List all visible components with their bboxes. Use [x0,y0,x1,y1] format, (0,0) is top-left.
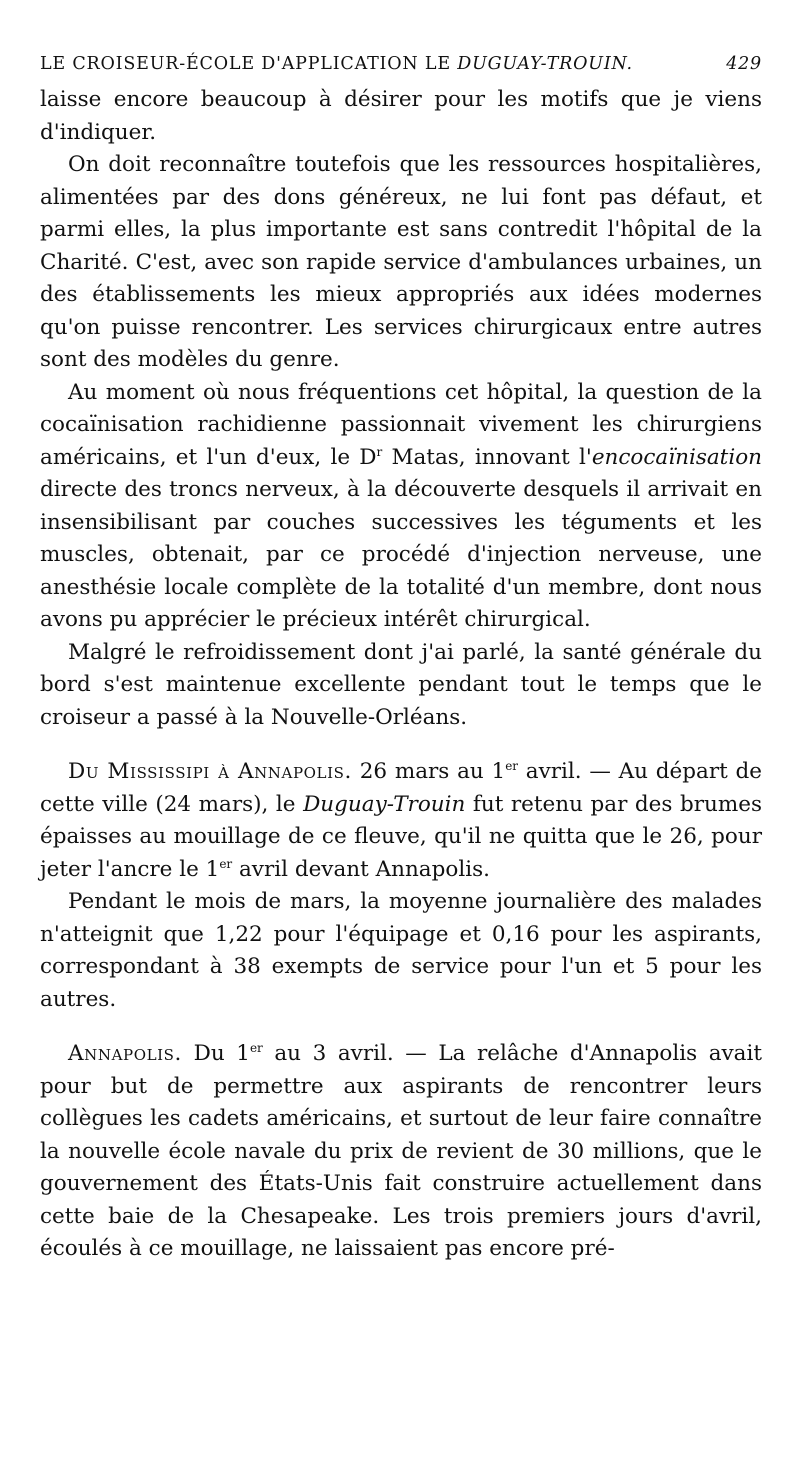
paragraph-4: Malgré le refroidissement dont j'ai parlé, la santé générale du bord s'est maintenue excellente pendant tout le temps que le croiseur a passé à la Nouvelle-Orléans. [40,639,762,730]
paragraph-3 [40,377,762,637]
section-mississipi-sup-1: er [505,759,519,773]
section-mississipi-text-c: fut retenu par des brumes épaisses au mouillage de ce fleuve, qu'il ne quitta que le 26, pour jeter l'ancre le 1 [40,791,762,882]
section-mississipi [40,756,762,886]
running-title-prefix: LE CROISEUR-ÉCOLE D'APPLICATION LE [40,54,458,74]
paragraph-3-italic-term: encocaïnisation [591,444,762,470]
page-number: 429 [726,54,762,74]
paragraph-6: Pendant le mois de mars, la moyenne journalière des malades n'atteignit que 1,22 pour l'équipage et 0,16 pour les aspirants, correspondant à 38 exempts de service pour l'un et 5 pour les autres. [40,889,762,1012]
paragraph-3-text-a: Au moment où nous fréquentions cet hôpital, la question de la cocaïnisation rachidienne passionnait vivement les chirurgiens américains, et l'un d'eux, le D [40,379,762,470]
paragraph-3-text-b: Matas, innovant l' [382,444,592,470]
section-annapolis-text-b: au 3 avril. — La relâche d'Annapolis avait pour but de permettre aux aspirants de rencontrer leurs collègues les cadets américains, et surtout de leur faire connaître la nouvelle école navale du prix de revient de 30 millions, que le gouvernement des États-Unis fait construire actuellement dans cette baie de la Chesapeake. Les trois premiers jours d'avril, écoulés à ce mouillage, ne laissaient pas encore pré- [40,1041,762,1261]
paragraph-3-superscript: r [376,444,383,459]
section-mississipi-text-b: avril. — Au départ de cette ville (24 mars), le [40,759,762,817]
body-text [40,84,762,1266]
section-mississipi-text-d: avril devant Annapolis. [232,856,490,882]
paragraph-2: On doit reconnaître toutefois que les ressources hospitalières, alimentées par des dons généreux, ne lui font pas défaut, et parmi elles, la plus importante est sans contredit l'hôpital de la Charité. C'est, avec son rapide service d'ambulances urbaines, un des établissements les mieux appropriés aux idées modernes qu'on puisse rencontrer. Les services chirurgicaux entre autres sont des modèles du genre. [40,152,762,372]
running-title [40,54,633,74]
running-header [40,54,762,74]
section-heading-annapolis: Annapolis. [68,1041,182,1066]
section-mississipi-text-a: 26 mars au 1 [351,759,506,784]
section-annapolis-sup: er [249,1041,263,1055]
section-heading-mississipi: Du Mississipi à Annapolis. [68,759,352,784]
section-mississipi-sup-2: er [219,856,233,871]
running-title-ship: DUGUAY-TROUIN. [457,54,633,74]
paragraph-1: laisse encore beaucoup à désirer pour les motifs que je viens d'indiquer. [40,87,762,145]
section-annapolis [40,1038,762,1266]
section-annapolis-text-a: Du 1 [182,1041,250,1066]
page [40,40,762,1266]
paragraph-3-text-c: directe des troncs nerveux, à la découverte desquels il arrivait en insensibilisant par couches successives les téguments et les muscles, obtenait, par ce procédé d'injection nerveuse, une anesthésie locale complète de la totalité d'un membre, dont nous avons pu apprécier le précieux intérêt chirurgical. [40,477,762,632]
ship-name: Duguay-Trouin [303,791,466,817]
